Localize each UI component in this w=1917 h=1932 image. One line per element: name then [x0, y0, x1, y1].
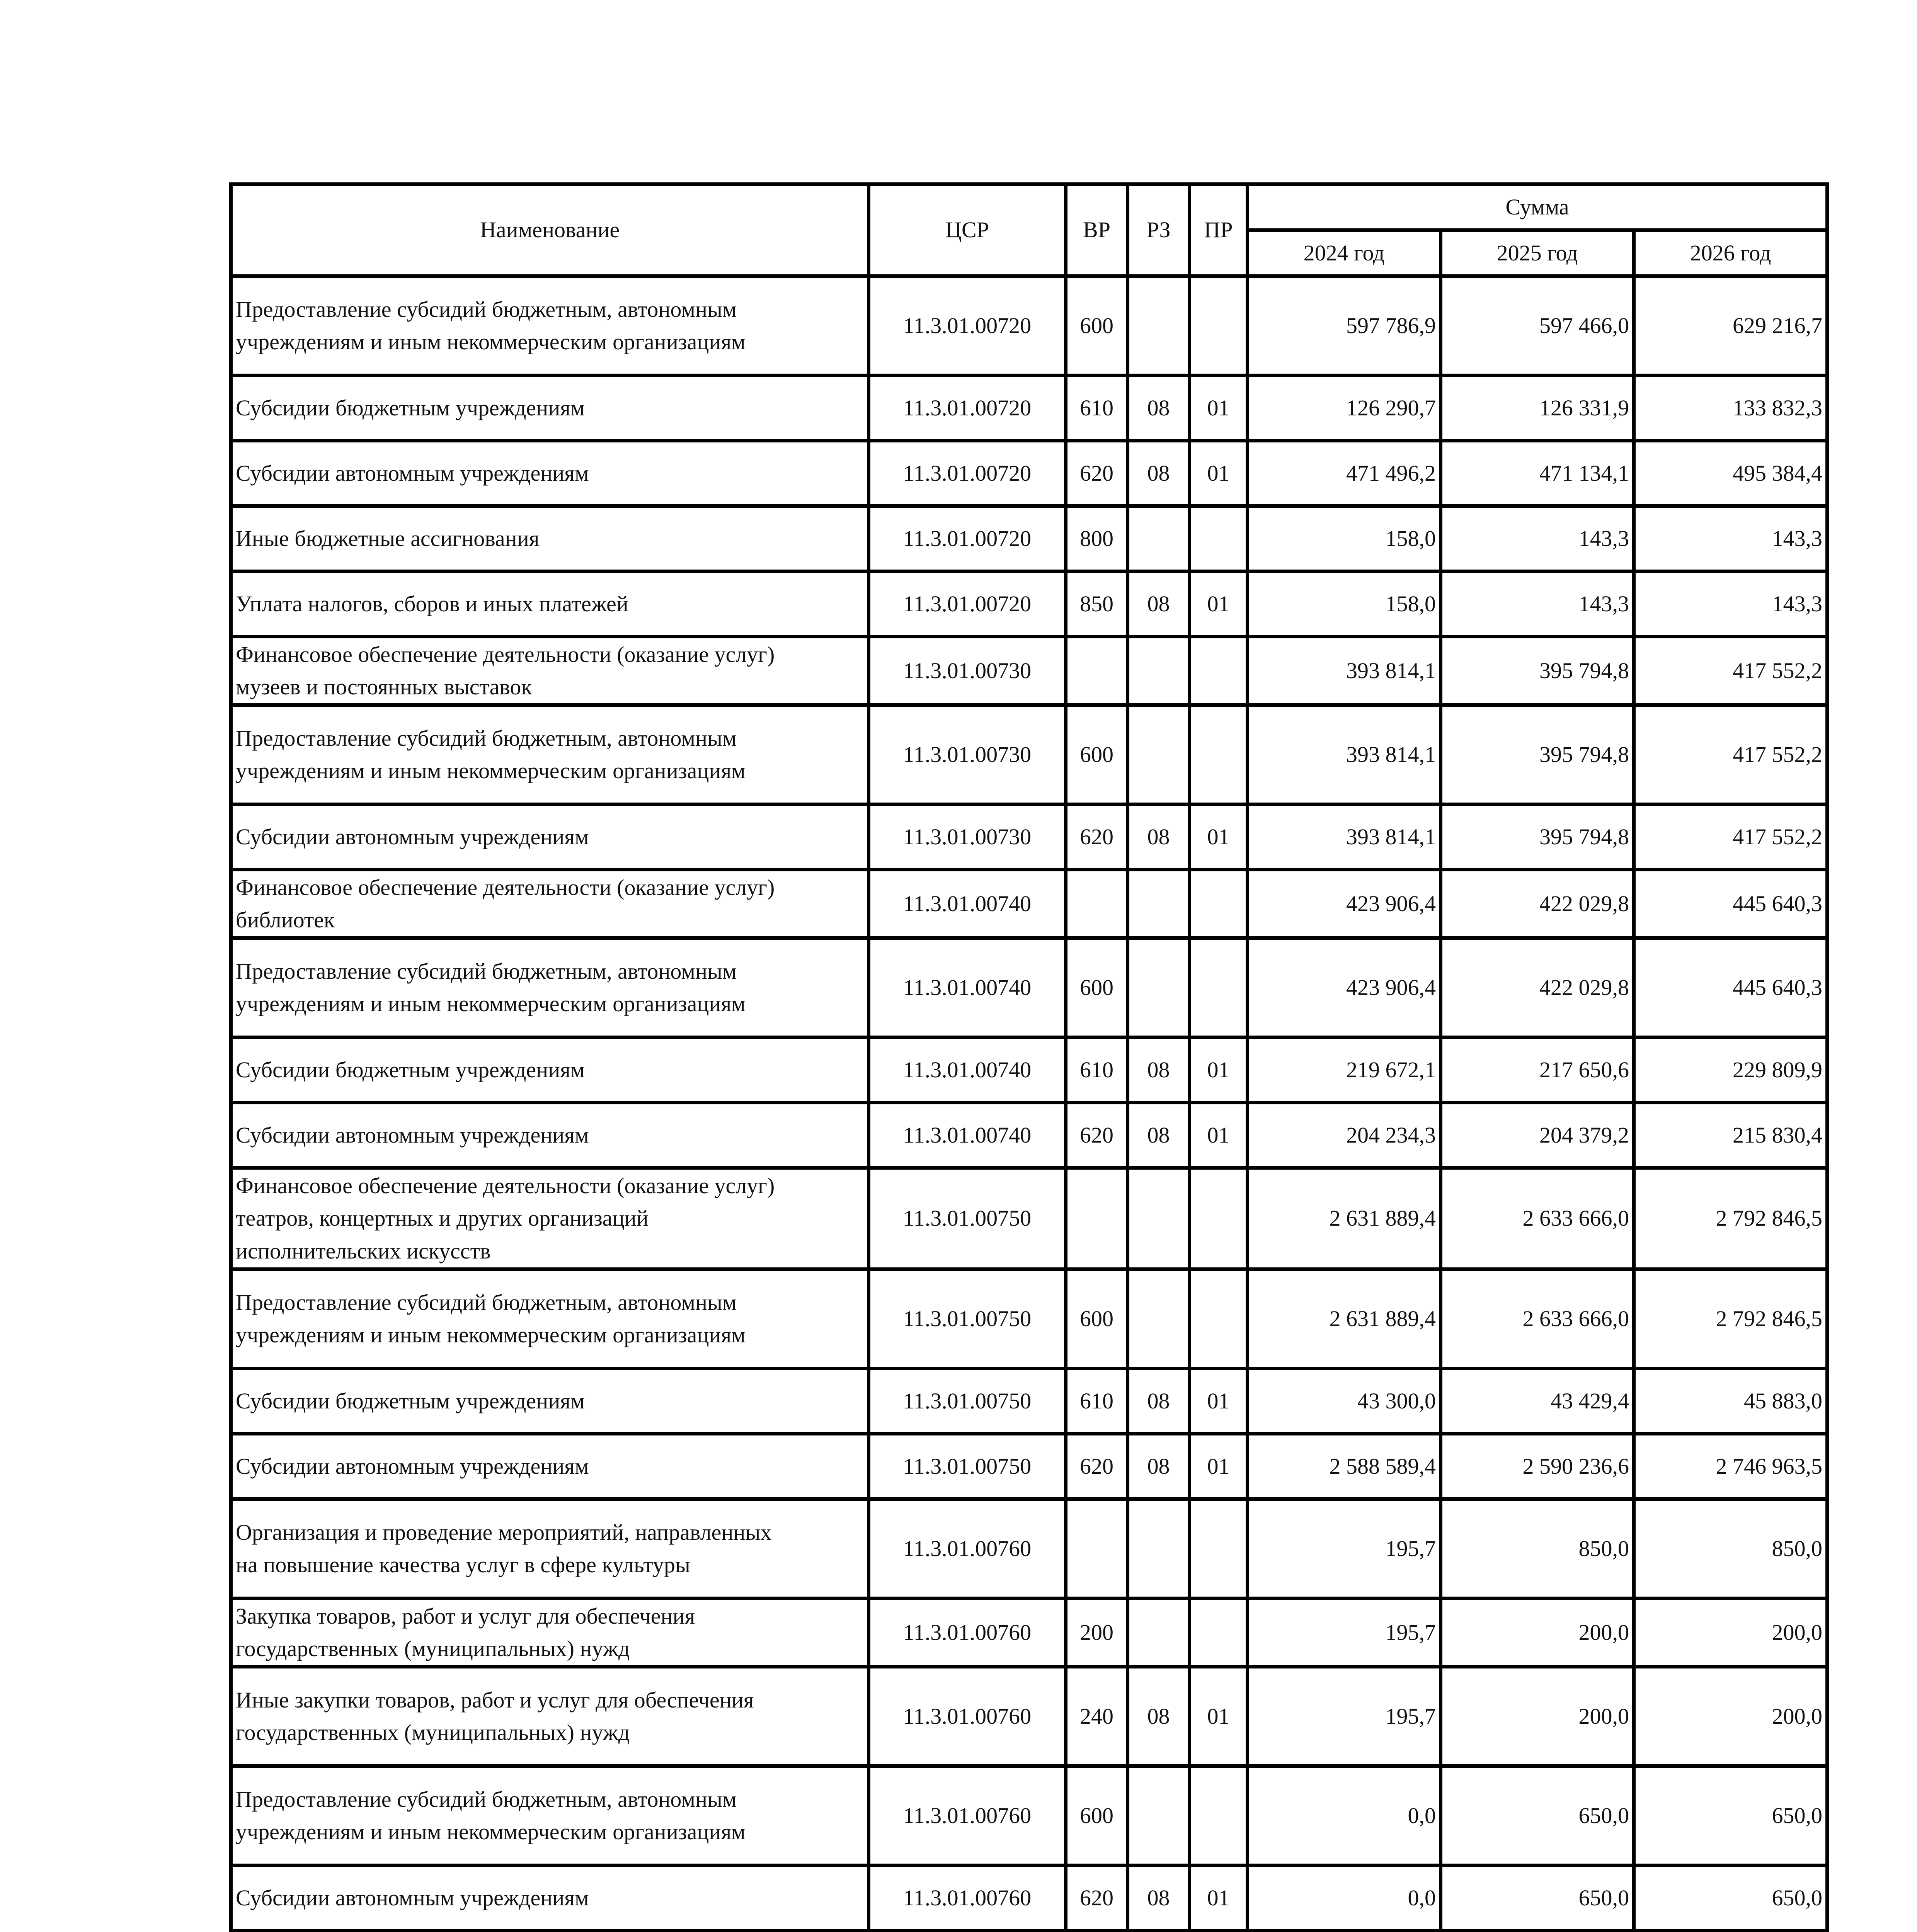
cell-sum-2025: 43 429,4	[1441, 1368, 1634, 1434]
cell-sum-2024: 393 814,1	[1248, 637, 1441, 705]
cell-sum-2024: 0,0	[1248, 1865, 1441, 1930]
cell-rz: 08	[1128, 571, 1190, 637]
cell-vr: 620	[1066, 441, 1128, 506]
cell-rz: 08	[1128, 1037, 1190, 1103]
cell-sum-2026: 445 640,3	[1634, 870, 1827, 938]
cell-csr: 11.3.01.00720	[869, 276, 1066, 376]
cell-name	[231, 1667, 869, 1766]
cell-pr: 01	[1190, 441, 1248, 506]
cell-vr: 610	[1066, 376, 1128, 441]
cell-sum-2025: 471 134,1	[1441, 441, 1634, 506]
cell-sum-2024: 2 631 889,4	[1248, 1168, 1441, 1269]
cell-pr	[1190, 637, 1248, 705]
name-line: Организация и проведение мероприятий, направленных	[236, 1519, 772, 1545]
header-vr: ВР	[1066, 184, 1128, 276]
cell-name	[231, 938, 869, 1037]
cell-vr: 200	[1066, 1598, 1128, 1667]
cell-pr: 01	[1190, 1667, 1248, 1766]
budget-table-page	[229, 182, 1825, 1932]
cell-rz	[1128, 637, 1190, 705]
cell-rz: 08	[1128, 1368, 1190, 1434]
name-line: на повышение качества услуг в сфере культуры	[236, 1552, 690, 1577]
header-csr: ЦСР	[869, 184, 1066, 276]
name-line: учреждениям и иным некоммерческим организациям	[236, 1322, 746, 1347]
cell-vr	[1066, 1499, 1128, 1598]
cell-vr: 620	[1066, 1103, 1128, 1168]
cell-rz: 08	[1128, 1667, 1190, 1766]
table-row	[231, 1103, 1827, 1168]
table-row	[231, 1499, 1827, 1598]
table-row	[231, 1598, 1827, 1667]
cell-vr	[1066, 870, 1128, 938]
cell-sum-2025: 2 633 666,0	[1441, 1168, 1634, 1269]
table-header	[231, 184, 1827, 276]
cell-rz	[1128, 506, 1190, 571]
cell-name	[231, 1269, 869, 1368]
name-line: Субсидии автономным учреждениям	[236, 824, 589, 850]
cell-sum-2026: 417 552,2	[1634, 804, 1827, 870]
cell-csr: 11.3.01.00730	[869, 705, 1066, 804]
cell-pr: 01	[1190, 1434, 1248, 1499]
cell-pr: 01	[1190, 1037, 1248, 1103]
cell-sum-2025: 204 379,2	[1441, 1103, 1634, 1168]
cell-vr: 620	[1066, 804, 1128, 870]
cell-pr	[1190, 1930, 1248, 1932]
table-row	[231, 571, 1827, 637]
cell-rz: 08	[1128, 1103, 1190, 1168]
table-row	[231, 1667, 1827, 1766]
cell-vr: 600	[1066, 705, 1128, 804]
cell-sum-2024: 393 814,1	[1248, 705, 1441, 804]
cell-name	[231, 1865, 869, 1930]
table-body	[231, 276, 1827, 1932]
cell-sum-2025: 422 029,8	[1441, 870, 1634, 938]
cell-sum-2024: 195,7	[1248, 1499, 1441, 1598]
cell-sum-2026: 650,0	[1634, 1766, 1827, 1865]
name-line: Финансовое обеспечение деятельности (оказание услуг)	[236, 1173, 775, 1199]
cell-pr	[1190, 276, 1248, 376]
cell-sum-2024: 393 814,1	[1248, 804, 1441, 870]
cell-rz	[1128, 1168, 1190, 1269]
cell-csr: 11.3.01.00760	[869, 1499, 1066, 1598]
cell-pr	[1190, 1269, 1248, 1368]
cell-vr: 620	[1066, 1865, 1128, 1930]
table-row	[231, 506, 1827, 571]
cell-name	[231, 1103, 869, 1168]
cell-rz: 08	[1128, 804, 1190, 870]
name-line: Субсидии автономным учреждениям	[236, 1122, 589, 1148]
cell-sum-2026: 417 552,2	[1634, 637, 1827, 705]
cell-sum-2024: 195,7	[1248, 1598, 1441, 1667]
cell-sum-2026: 200,0	[1634, 1598, 1827, 1667]
cell-name	[231, 276, 869, 376]
cell-pr: 01	[1190, 571, 1248, 637]
cell-sum-2025: 597 466,0	[1441, 276, 1634, 376]
table-row	[231, 1766, 1827, 1865]
cell-sum-2025: 2 633 666,0	[1441, 1269, 1634, 1368]
cell-sum-2026: 215 830,4	[1634, 1103, 1827, 1168]
cell-pr: 01	[1190, 1368, 1248, 1434]
cell-sum-2024: 204 234,3	[1248, 1103, 1441, 1168]
cell-name	[231, 870, 869, 938]
cell-sum-2026: 2 792 846,5	[1634, 1269, 1827, 1368]
table-row	[231, 705, 1827, 804]
name-line: учреждениям и иным некоммерческим организациям	[236, 329, 746, 354]
name-line: Уплата налогов, сборов и иных платежей	[236, 591, 628, 616]
name-line: Закупка товаров, работ и услуг для обеспечения	[236, 1603, 695, 1629]
cell-rz	[1128, 1766, 1190, 1865]
name-line: государственных (муниципальных) нужд	[236, 1636, 630, 1661]
cell-csr: 11.3.01.00730	[869, 804, 1066, 870]
name-line: учреждениям и иным некоммерческим организациям	[236, 1819, 746, 1844]
cell-sum-2024: 158,0	[1248, 506, 1441, 571]
name-line: государственных (муниципальных) нужд	[236, 1719, 630, 1745]
cell-name	[231, 705, 869, 804]
name-line: Субсидии автономным учреждениям	[236, 460, 589, 486]
header-name: Наименование	[231, 184, 869, 276]
cell-name	[231, 376, 869, 441]
cell-sum-2026: 200,0	[1634, 1667, 1827, 1766]
cell-csr: 11.3.01.00750	[869, 1434, 1066, 1499]
cell-pr	[1190, 1598, 1248, 1667]
cell-csr: 11.3.01.00740	[869, 1103, 1066, 1168]
table-row	[231, 1865, 1827, 1930]
cell-sum-2024: 2 631 889,4	[1248, 1269, 1441, 1368]
cell-vr: 800	[1066, 506, 1128, 571]
cell-vr: 600	[1066, 1269, 1128, 1368]
cell-sum-2024: 2 588 589,4	[1248, 1434, 1441, 1499]
table-row	[231, 938, 1827, 1037]
header-pr: ПР	[1190, 184, 1248, 276]
table-row	[231, 1168, 1827, 1269]
table-row	[231, 441, 1827, 506]
name-line: исполнительских искусств	[236, 1238, 491, 1264]
cell-name	[231, 1368, 869, 1434]
cell-sum-2024: 0,0	[1248, 1766, 1441, 1865]
cell-pr: 01	[1190, 376, 1248, 441]
cell-vr: 610	[1066, 1368, 1128, 1434]
name-line: Иные бюджетные ассигнования	[236, 526, 540, 551]
cell-sum-2025: 422 029,8	[1441, 938, 1634, 1037]
name-line: Предоставление субсидий бюджетным, автономным	[236, 1289, 737, 1315]
cell-pr	[1190, 1168, 1248, 1269]
cell-csr: 11.3.01.00760	[869, 1598, 1066, 1667]
cell-sum-2026: 495 384,4	[1634, 441, 1827, 506]
cell-sum-2026: 229 809,9	[1634, 1037, 1827, 1103]
cell-sum-2026: 417 552,2	[1634, 705, 1827, 804]
name-line: Предоставление субсидий бюджетным, автономным	[236, 726, 737, 751]
cell-csr: 11.3.01.00760	[869, 1865, 1066, 1930]
name-line: театров, концертных и других организаций	[236, 1206, 649, 1231]
cell-vr: 240	[1066, 1667, 1128, 1766]
cell-sum-2025: 200,0	[1441, 1667, 1634, 1766]
cell-sum-2026: 650,0	[1634, 1865, 1827, 1930]
cell-rz	[1128, 1499, 1190, 1598]
cell-sum-2024: 195,7	[1248, 1667, 1441, 1766]
cell-name	[231, 506, 869, 571]
cell-sum-2024: 423 906,4	[1248, 938, 1441, 1037]
cell-pr: 01	[1190, 1865, 1248, 1930]
cell-name	[231, 1598, 869, 1667]
cell-vr: 610	[1066, 1037, 1128, 1103]
table-row	[231, 1434, 1827, 1499]
cell-csr: 11.3.01.00750	[869, 1368, 1066, 1434]
name-line: учреждениям и иным некоммерческим организациям	[236, 758, 746, 784]
cell-sum-2025: 650,0	[1441, 1766, 1634, 1865]
name-line: Предоставление субсидий бюджетным, автономным	[236, 1786, 737, 1812]
cell-rz	[1128, 1269, 1190, 1368]
cell-pr	[1190, 870, 1248, 938]
header-year-2026: 2026 год	[1634, 230, 1827, 276]
cell-sum-2025: 200,0	[1441, 1598, 1634, 1667]
cell-sum-2025: 395 794,8	[1441, 705, 1634, 804]
cell-sum-2026: 850,0	[1634, 1499, 1827, 1598]
cell-sum-2025: 850,0	[1441, 1499, 1634, 1598]
header-sum: Сумма	[1248, 184, 1827, 230]
cell-rz	[1128, 276, 1190, 376]
cell-sum-2026: 143,3	[1634, 506, 1827, 571]
cell-sum-2026: 629 216,7	[1634, 276, 1827, 376]
cell-rz	[1128, 938, 1190, 1037]
cell-sum-2025: 395 794,8	[1441, 637, 1634, 705]
cell-vr	[1066, 1168, 1128, 1269]
cell-sum-2025: 395 794,8	[1441, 804, 1634, 870]
cell-sum-2026: 2 746 963,5	[1634, 1434, 1827, 1499]
header-year-2025: 2025 год	[1441, 230, 1634, 276]
cell-sum-2025: 143,3	[1441, 571, 1634, 637]
header-year-2024: 2024 год	[1248, 230, 1441, 276]
cell-name	[231, 1766, 869, 1865]
cell-sum-2025: 650,0	[1441, 1865, 1634, 1930]
cell-csr: 11.3.01.00760	[869, 1766, 1066, 1865]
table-row	[231, 1269, 1827, 1368]
name-line: Субсидии автономным учреждениям	[236, 1453, 589, 1479]
cell-sum-2024	[1248, 1930, 1441, 1932]
cell-name	[231, 441, 869, 506]
cell-pr	[1190, 1766, 1248, 1865]
cell-pr	[1190, 705, 1248, 804]
cell-rz: 08	[1128, 441, 1190, 506]
cell-csr: 11.3.01.00720	[869, 441, 1066, 506]
name-line: Субсидии бюджетным учреждениям	[236, 1388, 585, 1413]
cell-sum-2024: 158,0	[1248, 571, 1441, 637]
cell-rz	[1128, 870, 1190, 938]
cell-pr	[1190, 1499, 1248, 1598]
cell-sum-2024: 126 290,7	[1248, 376, 1441, 441]
budget-table	[229, 182, 1829, 1932]
cell-csr: 11.3.01.00740	[869, 870, 1066, 938]
cell-vr: 600	[1066, 276, 1128, 376]
name-line: Субсидии бюджетным учреждениям	[236, 395, 585, 420]
cell-pr: 01	[1190, 804, 1248, 870]
header-rz: РЗ	[1128, 184, 1190, 276]
cell-sum-2026: 2 792 846,5	[1634, 1168, 1827, 1269]
name-line: Финансовое обеспечение деятельности (оказание услуг)	[236, 875, 775, 900]
name-line: музеев и постоянных выставок	[236, 674, 532, 700]
table-row	[231, 1037, 1827, 1103]
cell-sum-2024: 43 300,0	[1248, 1368, 1441, 1434]
name-line: библиотек	[236, 907, 335, 933]
name-line: Субсидии автономным учреждениям	[236, 1885, 589, 1910]
cell-name	[231, 804, 869, 870]
table-row	[231, 870, 1827, 938]
cell-rz	[1128, 705, 1190, 804]
cell-name	[231, 637, 869, 705]
cell-sum-2026	[1634, 1930, 1827, 1932]
cell-csr	[869, 1930, 1066, 1932]
cell-sum-2024: 471 496,2	[1248, 441, 1441, 506]
name-line: Предоставление субсидий бюджетным, автономным	[236, 296, 737, 322]
cell-sum-2025	[1441, 1930, 1634, 1932]
cell-name	[231, 1499, 869, 1598]
cell-sum-2025: 126 331,9	[1441, 376, 1634, 441]
cell-sum-2026: 133 832,3	[1634, 376, 1827, 441]
cell-sum-2025: 143,3	[1441, 506, 1634, 571]
table-row	[231, 1368, 1827, 1434]
cell-sum-2025: 2 590 236,6	[1441, 1434, 1634, 1499]
cell-rz: 08	[1128, 376, 1190, 441]
table-row	[231, 637, 1827, 705]
table-row	[231, 376, 1827, 441]
cell-name	[231, 1434, 869, 1499]
cell-csr: 11.3.01.00720	[869, 571, 1066, 637]
cell-name	[231, 571, 869, 637]
cell-csr: 11.3.01.00730	[869, 637, 1066, 705]
cell-vr	[1066, 637, 1128, 705]
cell-csr: 11.3.01.00750	[869, 1168, 1066, 1269]
name-line: Предоставление субсидий бюджетным, автономным	[236, 959, 737, 984]
cell-csr: 11.3.01.00720	[869, 376, 1066, 441]
cell-csr: 11.3.01.00760	[869, 1667, 1066, 1766]
cell-sum-2024: 423 906,4	[1248, 870, 1441, 938]
cell-csr: 11.3.01.00720	[869, 506, 1066, 571]
cell-rz: 08	[1128, 1434, 1190, 1499]
cell-vr: 850	[1066, 571, 1128, 637]
cell-vr: 600	[1066, 938, 1128, 1037]
table-row	[231, 276, 1827, 376]
cell-pr	[1190, 506, 1248, 571]
cell-name	[231, 1037, 869, 1103]
cell-csr: 11.3.01.00740	[869, 1037, 1066, 1103]
cell-vr	[1066, 1930, 1128, 1932]
cell-rz	[1128, 1930, 1190, 1932]
name-line: Финансовое обеспечение деятельности (оказание услуг)	[236, 642, 775, 667]
name-line: Иные закупки товаров, работ и услуг для обеспечения	[236, 1687, 754, 1713]
cell-rz: 08	[1128, 1865, 1190, 1930]
cell-pr	[1190, 938, 1248, 1037]
cell-csr: 11.3.01.00750	[869, 1269, 1066, 1368]
cell-vr: 600	[1066, 1766, 1128, 1865]
cell-sum-2026: 445 640,3	[1634, 938, 1827, 1037]
cell-sum-2026: 143,3	[1634, 571, 1827, 637]
cell-csr: 11.3.01.00740	[869, 938, 1066, 1037]
name-line: Субсидии бюджетным учреждениям	[236, 1057, 585, 1083]
cell-name	[231, 1168, 869, 1269]
cell-name	[231, 1930, 869, 1932]
table-row	[231, 1930, 1827, 1932]
cell-vr: 620	[1066, 1434, 1128, 1499]
table-row	[231, 804, 1827, 870]
cell-sum-2025: 217 650,6	[1441, 1037, 1634, 1103]
cell-rz	[1128, 1598, 1190, 1667]
cell-pr: 01	[1190, 1103, 1248, 1168]
name-line: учреждениям и иным некоммерческим организациям	[236, 991, 746, 1017]
cell-sum-2024: 597 786,9	[1248, 276, 1441, 376]
cell-sum-2024: 219 672,1	[1248, 1037, 1441, 1103]
cell-sum-2026: 45 883,0	[1634, 1368, 1827, 1434]
